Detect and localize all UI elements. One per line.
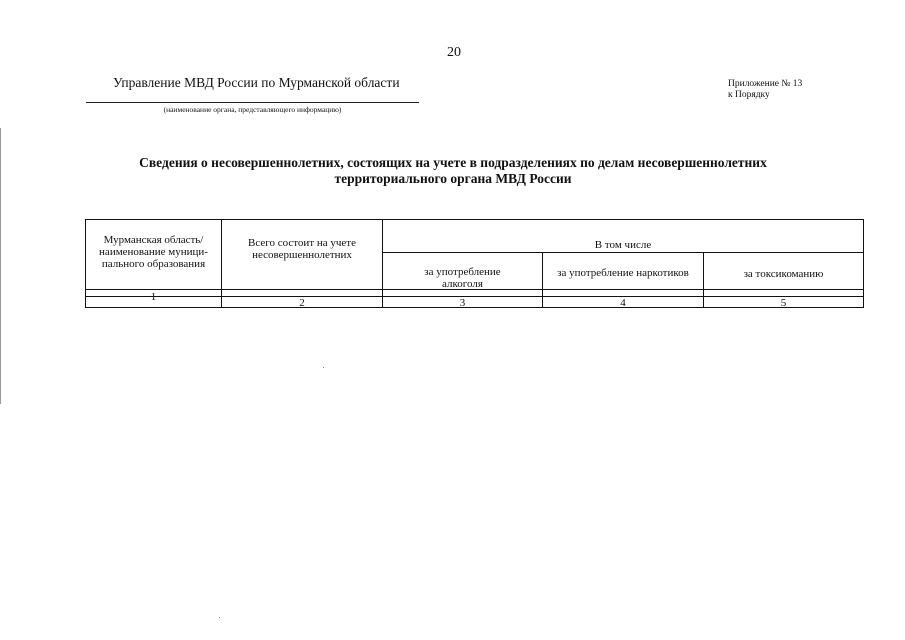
- organization-caption: (наименование органа, представляющего информацию): [163, 105, 342, 114]
- column-header-alcohol: за употребление алкоголя: [424, 266, 501, 290]
- report-table: [85, 219, 864, 308]
- page-number: 20: [447, 45, 461, 60]
- column-number-5: 5: [780, 297, 787, 309]
- table-border-group: [382, 252, 864, 253]
- organization-name: Управление МВД России по Мурманской области: [113, 75, 400, 90]
- column-group-header: В том числе: [594, 239, 652, 251]
- document-title-line-2: территориального органа МВД России: [334, 171, 572, 186]
- column-number-2: 2: [299, 297, 305, 309]
- column-number-1: 1: [150, 291, 157, 303]
- document-title: [90, 155, 816, 187]
- column-header-total: Всего состоит на учете несовершеннолетних: [248, 237, 356, 261]
- appendix-line-2: к Порядку: [728, 90, 770, 100]
- document-title-line-1: Сведения о несовершеннолетних, состоящих на учете в подразделениях по делам несовершеннолетних: [139, 155, 767, 170]
- table-border-col3: [382, 219, 383, 308]
- scan-speck: [219, 617, 220, 618]
- column-header-drugs: за употребление наркотиков: [557, 267, 689, 279]
- scan-speck: [323, 367, 324, 368]
- organization-underline: [86, 102, 419, 103]
- table-border-col2: [221, 219, 222, 308]
- table-border-right: [863, 219, 864, 308]
- column-header-region: Мурманская область/ наименование муници- пального образования: [99, 234, 208, 270]
- column-number-4: 4: [620, 297, 626, 309]
- appendix-line-1: Приложение № 13: [728, 79, 803, 89]
- scan-edge-line: [0, 128, 1, 404]
- appendix-note: [728, 79, 802, 101]
- table-border-top: [85, 219, 864, 220]
- column-header-toxic: за токсикоманию: [743, 268, 824, 280]
- column-number-3: 3: [459, 297, 466, 309]
